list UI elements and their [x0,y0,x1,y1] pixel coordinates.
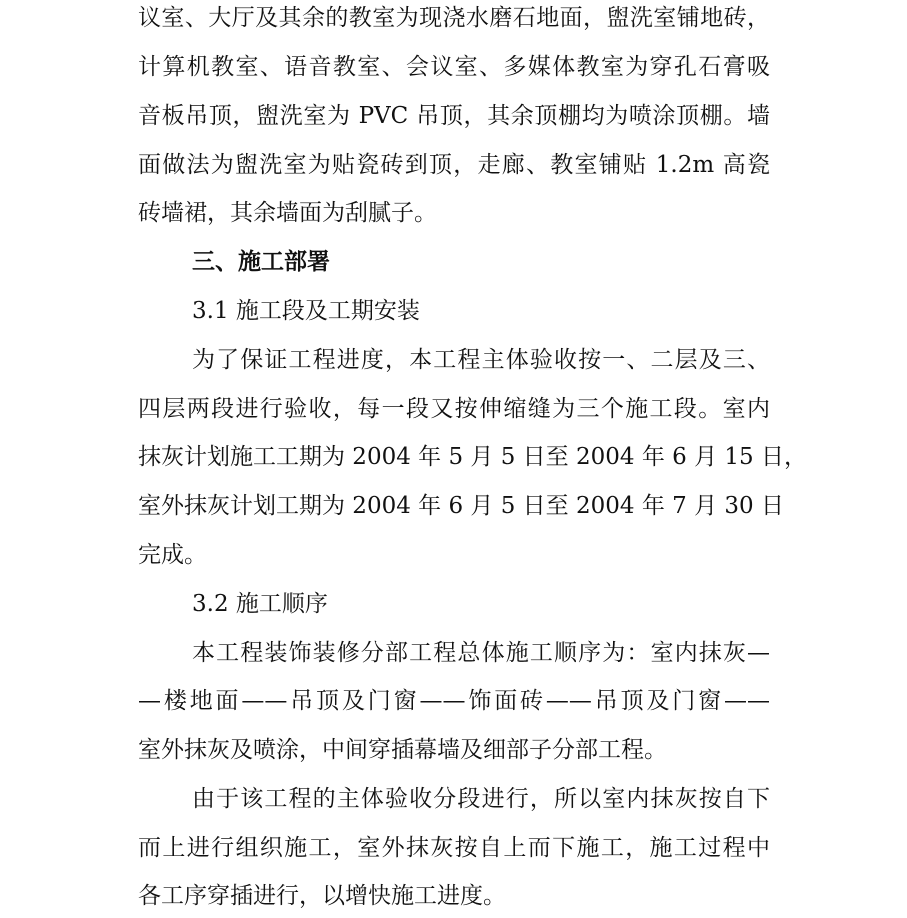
subsection-heading: 3.2 施工顺序 [192,591,328,617]
text-line: 而上进行组织施工，室外抹灰按自上而下施工，施工过程中 [138,835,770,861]
text-line: 面做法为盥洗室为贴瓷砖到顶，走廊、教室铺贴 1.2m 高瓷 [138,152,770,178]
text-line: 为了保证工程进度，本工程主体验收按一、二层及三、 [192,347,770,373]
text-line: 音板吊顶，盥洗室为 PVC 吊顶，其余顶棚均为喷涂顶棚。墙 [138,103,770,129]
text-line: 室外抹灰及喷涂，中间穿插幕墙及细部子分部工程。 [138,737,667,763]
text-line: 四层两段进行验收，每一段又按伸缩缝为三个施工段。室内 [138,396,770,422]
text-line: 各工序穿插进行，以增快施工进度。 [138,883,506,909]
subsection-heading: 3.1 施工段及工期安装 [192,298,420,324]
text-line: 议室、大厅及其余的教室为现浇水磨石地面，盥洗室铺地砖， [138,5,770,31]
text-line: 计算机教室、语音教室、会议室、多媒体教室为穿孔石膏吸 [138,54,770,80]
text-line: —楼地面——吊顶及门窗——饰面砖——吊顶及门窗—— [138,688,770,714]
text-line: 完成。 [138,542,207,568]
text-line: 由于该工程的主体验收分段进行，所以室内抹灰按自下 [192,786,770,812]
text-line: 室外抹灰计划工期为 2004 年 6 月 5 日至 2004 年 7 月 30 日 [138,493,784,519]
text-line: 本工程装饰装修分部工程总体施工顺序为：室内抹灰— [192,640,770,666]
section-heading: 三、施工部署 [192,248,330,275]
text-line: 砖墙裙，其余墙面为刮腻子。 [138,200,437,226]
text-line: 抹灰计划施工工期为 2004 年 5 月 5 日至 2004 年 6 月 15 日， [138,444,807,470]
